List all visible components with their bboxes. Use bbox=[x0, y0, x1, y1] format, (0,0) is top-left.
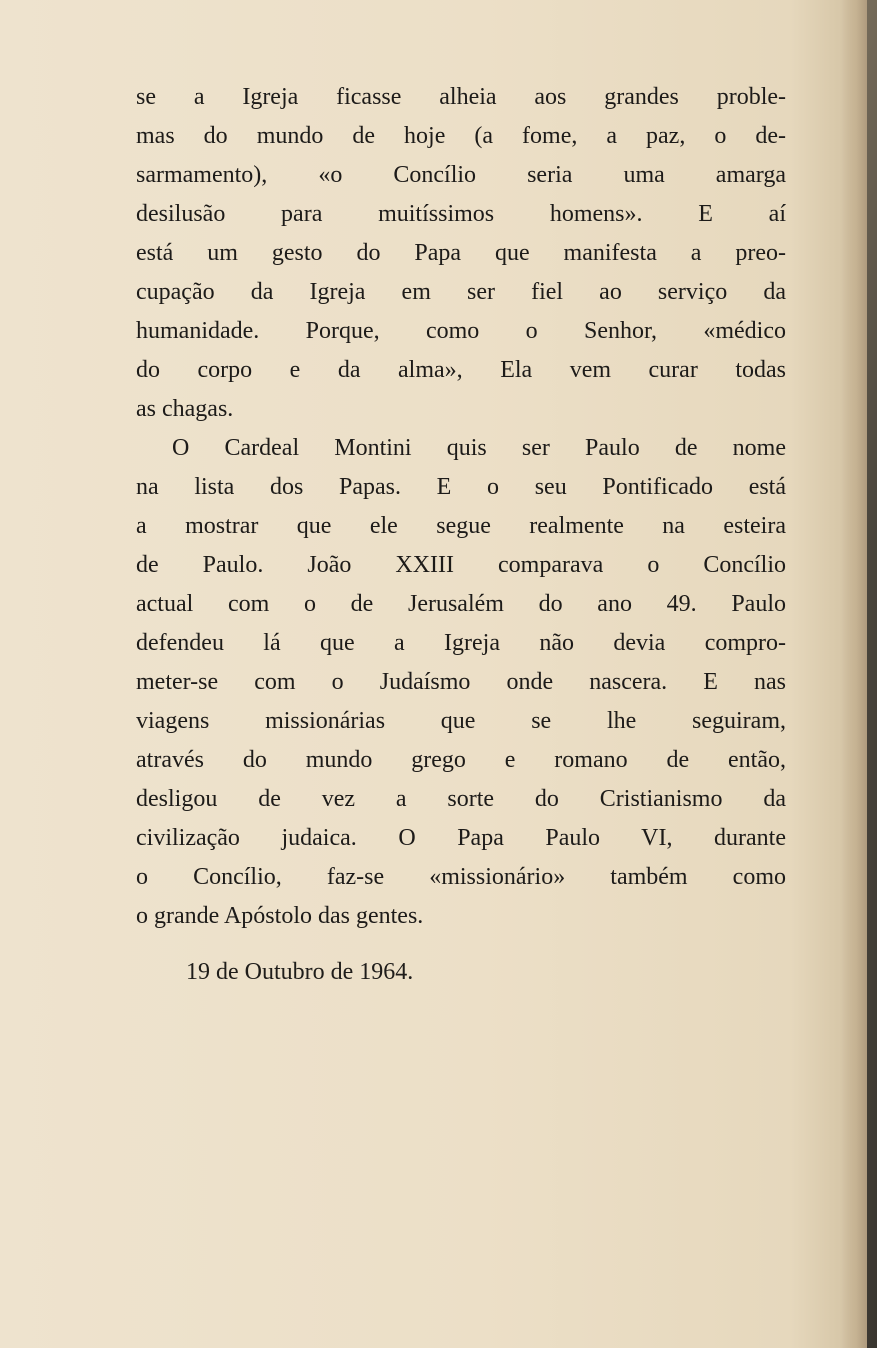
text-line: as chagas. bbox=[136, 396, 234, 422]
page-edge-dark bbox=[867, 0, 877, 1348]
text-line: meter-se com o Judaísmo onde nascera. E nas bbox=[136, 669, 786, 695]
text-line: desilusão para muitíssimos homens». E aí bbox=[136, 201, 786, 227]
text-line: do corpo e da alma», Ela vem curar todas bbox=[136, 357, 786, 383]
text-line: sarmamento), «o Concílio seria uma amarga bbox=[136, 162, 786, 188]
text-line: a mostrar que ele segue realmente na esteira bbox=[136, 513, 786, 539]
text-line: está um gesto do Papa que manifesta a preo- bbox=[136, 240, 786, 266]
text-line: mas do mundo de hoje (a fome, a paz, o de- bbox=[136, 123, 786, 149]
text-line: o Concílio, faz-se «missionário» também como bbox=[136, 864, 786, 890]
text-line: se a Igreja ficasse alheia aos grandes proble- bbox=[136, 84, 786, 110]
text-line: actual com o de Jerusalém do ano 49. Paulo bbox=[136, 591, 786, 617]
text-line: desligou de vez a sorte do Cristianismo da bbox=[136, 786, 786, 812]
text-line: o grande Apóstolo das gentes. bbox=[136, 903, 424, 929]
text-line: O Cardeal Montini quis ser Paulo de nome bbox=[172, 435, 786, 461]
document-date: 19 de Outubro de 1964. bbox=[186, 959, 414, 985]
text-line: viagens missionárias que se lhe seguiram, bbox=[136, 708, 786, 734]
text-line: defendeu lá que a Igreja não devia compro- bbox=[136, 630, 786, 656]
text-line: humanidade. Porque, como o Senhor, «médico bbox=[136, 318, 786, 344]
text-line: civilização judaica. O Papa Paulo VI, durante bbox=[136, 825, 786, 851]
text-line: através do mundo grego e romano de então, bbox=[136, 747, 786, 773]
text-line: cupação da Igreja em ser fiel ao serviço da bbox=[136, 279, 786, 305]
text-line: na lista dos Papas. E o seu Pontificado está bbox=[136, 474, 786, 500]
text-line: de Paulo. João XXIII comparava o Concílio bbox=[136, 552, 786, 578]
page-text bbox=[136, 78, 786, 936]
